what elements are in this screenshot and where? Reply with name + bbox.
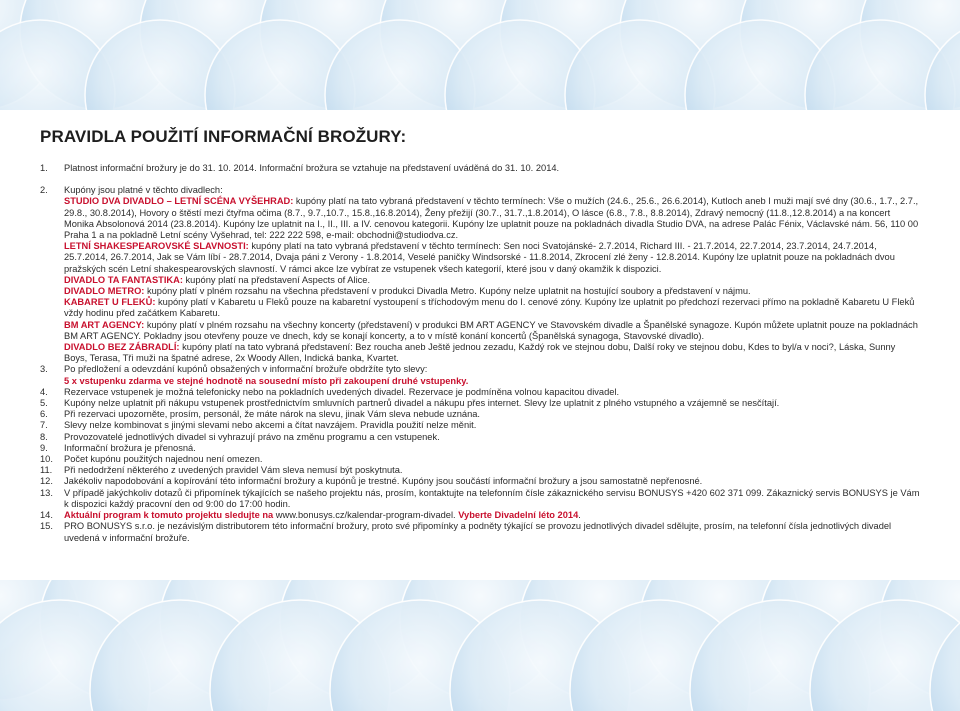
venue-shakespeare: LETNÍ SHAKESPEAROVSKÉ SLAVNOSTI: kupóny platí na tato vybraná představení v těchto termínech: Sen noci Svatojánské- 2.7.2014, Richard III. - 21.7.2014, 22.7.2014, 23.7.2014, 24.7.2014, 25.7.2014, 26.7.2014, Jak se Vám líbí - 28.7.2014, Dvaja páni z Verony - 1.8.2014, Veselé paničky Windsorské - 11.8.2014, Zkrocení zlé ženy - 12.8.2014. Kupóny lze uplatnit pouze na pokladnách dvou pražských scén Letní shakespearovských slavností. V rámci akce lze vybírat ze vstupenek všech kategorií, které jsou v daný okamžik k dispozici. — [64, 241, 895, 274]
rules-list — [40, 163, 920, 544]
venue-studio-dva: STUDIO DVA DIVADLO – LETNÍ SCÉNA VYŠEHRAD: kupóny platí na tato vybraná představení v těchto termínech: Vše o mužích (24.6., 25.6., 26.6.2014), Kutloch aneb I muži mají své dny (30.6., 1.7., 2.7., 29.8., 30.8.2014), Hovory o štěstí mezi čtyřma očima (8.7., 9.7.,10.7., 15.8.,16.8.2014), Ženy přežijí (30.7., 31.7.,1.8.2014), O lásce (6.8., 7.8., 8.8.2014), Zdravý nemocný (11.8.,12.8.2014) a na koncert Monika Absolonová 2014 (23.8.2014). Kupóny lze uplatnit na I., II., III. a IV. cenovou kategorii. Kupóny lze uplatnit pouze na pokladnách divadla Studio DVA, na adrese Palác Fénix, Václavské nám. 56, 110 00 Praha 1 a na pokladně Letní scény Vyšehrad, tel: 222 222 598, e-mail: obchodni@studiodva.cz. — [64, 196, 919, 241]
rule-item-12: 12. Jakékoliv napodobování a kopírování této informační brožury a kupónů je trestné. Kupóny jsou součástí informační brožury a jsou samostatně nepřenosné. — [40, 476, 703, 487]
venue-ta-fantastika: DIVADLO TA FANTASTIKA: kupóny platí na představení Aspects of Alice. — [64, 274, 371, 285]
program-link[interactable]: www.bonusys.cz/kalendar-program-divadel. — [273, 510, 459, 521]
venue-bm-art-agency: BM ART AGENCY: kupóny platí v plném rozsahu na všechny koncerty (představení) v produkci BM ART AGENCY ve Stavovském divadle a Španělské synagoze. Kupón můžete uplatnit pouze na pokladnách BM ART AGENCY. Pokladny jsou otevřeny pouze ve dnech, kdy se konají koncerty, a to v místě konání koncertů (Španělská synagoga, Stavovské divadlo). — [64, 319, 918, 341]
rule-item-5: 5. Kupóny nelze uplatnit při nákupu vstupenek prostřednictvím smluvních partnerů divadel a nákupu přes internet. Slevy lze uplatnit z plného vstupného a vzájemně se nesčítají. — [40, 398, 780, 409]
rules-document — [40, 127, 920, 544]
rule-item-14: 14. Aktuální program k tomuto projektu sledujte na www.bonusys.cz/kalendar-program-divadel. Vyberte Divadelní léto 2014. — [40, 510, 581, 521]
venue-metro: DIVADLO METRO: kupóny platí v plném rozsahu na všechna představení v produkci Divadla Metro. Kupóny nelze uplatnit na hostující soubory a představení v nájmu. — [64, 286, 751, 297]
venue-kabaret-u-fleku: KABARET U FLEKŮ: kupóny platí v Kabaretu u Fleků pouze na kabaretní vystoupení s tříchodovým menu do I. cenové zóny. Kupóny lze uplatnit po předchozí rezervaci přímo na pokladně Kabaretu U Fleků vždy hodinu před začátkem Kabaretu. — [64, 297, 915, 319]
rule-item-1: 1. Platnost informační brožury je do 31. 10. 2014. Informační brožura se vztahuje na představení uváděná do 31. 10. 2014. — [40, 163, 560, 173]
rule-item-15: 15. PRO BONUSYS s.r.o. je nezávislým distributorem této informační brožury, proto své připomínky a podněty týkající se provozu jednotlivých divadel sdělujte, prosím, na telefonní čísla jednotlivých divadel uvedená v informační brožuře. — [40, 521, 892, 543]
rule-item-8: 8. Provozovatelé jednotlivých divadel si vyhrazují právo na změnu programu a cen vstupenek. — [40, 431, 440, 442]
discount-highlight: 5 x vstupenku zdarma ve stejné hodnotě na sousední místo při zakoupení druhé vstupenky. — [64, 375, 469, 386]
rule-item-4: 4. Rezervace vstupenek je možná telefonicky nebo na pokladních uvedených divadel. Rezervace je podmíněna volnou kapacitou divadel. — [40, 386, 620, 397]
rule-item-6: 6. Při rezervaci upozorněte, prosím, personál, že máte nárok na slevu, jinak Vám sleva nebude uznána. — [40, 409, 480, 420]
rule-item-10: 10. Počet kupónu použitých najednou není omezen. — [40, 454, 263, 465]
venue-bez-zabradli: DIVADLO BEZ ZÁBRADLÍ: kupóny platí na tato vybraná představení: Bez roucha aneb Ještě jednou zezadu, Každý rok ve stejnou dobu, Další roky ve stejnou dobu, Kdes to byl/a v noci?, Láska, Sunny Boys, Terasa, Tři muži na špatné adrese, 2x Woody Allen, Indická banka, Kvartet. — [64, 342, 896, 364]
rule-item-7: 7. Slevy nelze kombinovat s jinými slevami nebo akcemi a čítat navzájem. Pravidla použití nelze měnit. — [40, 420, 477, 431]
rule-item-13: 13. V případě jakýchkoliv dotazů či připomínek týkajících se našeho projektu nás, prosím, kontaktujte na telefonním čísle zákaznického servisu BONUSYS +420 602 371 099. Zákaznický servis BONUSYS je Vám k dispozici každý pracovní den od 9:00 do 17:00 hodin. — [40, 487, 920, 509]
page-title: PRAVIDLA POUŽITÍ INFORMAČNÍ BROŽURY: — [40, 127, 407, 146]
rule-item-9: 9. Informační brožura je přenosná. — [40, 442, 196, 453]
rule-item-11: 11. Při nedodržení některého z uvedených pravidel Vám sleva nemusí být poskytnuta. — [40, 465, 403, 476]
rule-item-3: 3. Po předložení a odevzdání kupónů obsažených v informační brožuře obdržíte tyto slevy: 5 x vstupenku zdarma ve stejné hodnotě na sousední místo při zakoupení druhé vstupenky. — [40, 364, 920, 386]
list-spacer — [40, 174, 920, 185]
rule-item-2: 2. Kupóny jsou platné v těchto divadlech: STUDIO DVA DIVADLO – LETNÍ SCÉNA VYŠEHRAD: kupóny platí na tato vybraná představení v těchto termínech: Vše o mužích (24.6., 25.6., 26.6.2014), Kutloch aneb I muži mají své dny (30.6., 1.7., 2.7., 29.8., 30.8.2014), Hovory o štěstí mezi čtyřma očima (8.7., 9.7.,10.7., 15.8.,16.8.2014), Ženy přežijí (30.7., 31.7.,1.8.2014), O lásce (6.8., 7.8., 8.8.2014), Zdravý nemocný (11.8.,12.8.2014) a na koncert Monika Absolonová 2014 (23.8.2014). Kupóny lze uplatnit na I., II., III. a IV. cenovou kategorii. Kupóny lze uplatnit pouze na pokladnách divadla Studio DVA, na adrese Palác Fénix, Václavské nám. 56, 110 00 Praha 1 a na pokladně Letní scény Vyšehrad, tel: 222 222 598, e-mail: obchodni@studiodva.cz. LETNÍ SHAKESPEAROVSKÉ SLAVNOSTI: kupóny platí na tato vybraná představení v těchto termínech: Sen noci Svatojánské- 2.7.2014, Richard III. - 21.7.2014, 22.7.2014, 23.7.2014, 24.7.2014, 25.7.2014, 26.7.2014, Jak se Vám líbí - 28.7.2014, Dvaja páni z Verony - 1.8.2014, Veselé paničky Windsorské - 11.8.2014, Zkrocení zlé ženy - 12.8.2014. Kupóny lze uplatnit pouze na pokladnách dvou pražských scén Letní shakespearovských slavností. V rámci akce lze vybírat ze vstupenek všech kategorií, které jsou v daný okamžik k dispozici. DIVADLO TA FANTASTIKA: kupóny platí na představení Aspects of Alice. DIVADLO METRO: kupóny platí v plném rozsahu na všechna představení v produkci Divadla Metro. Kupóny nelze uplatnit na hostující soubory a představení v nájmu. KABARET U FLEKŮ: kupóny platí v Kabaretu u Fleků pouze na kabaretní vystoupení s tříchodovým menu do I. cenové zóny. Kupóny lze uplatnit po předchozí rezervaci přímo na pokladně Kabaretu U Fleků vždy hodinu před začátkem Kabaretu. BM ART AGENCY: kupóny platí v plném rozsahu na všechny koncerty (představení) v produkci BM ART AGENCY ve Stavovském divadle a Španělské synagoze. Kupón můžete uplatnit pouze na pokladnách BM ART AGENCY. Pokladny jsou otevřeny pouze ve dnech, kdy se konají koncerty, a to v místě konání koncertů (Španělská synagoga, Stavovské divadlo). DIVADLO BEZ ZÁBRADLÍ: kupóny platí na tato vybraná představení: Bez roucha aneb Ještě jednou zezadu, Každý rok ve stejnou dobu, Další roky ve stejnou dobu, Kdes to byl/a v noci?, Láska, Sunny Boys, Terasa, Tři muži na špatné adrese, 2x Woody Allen, Indická banka, Kvartet. — [40, 185, 919, 364]
